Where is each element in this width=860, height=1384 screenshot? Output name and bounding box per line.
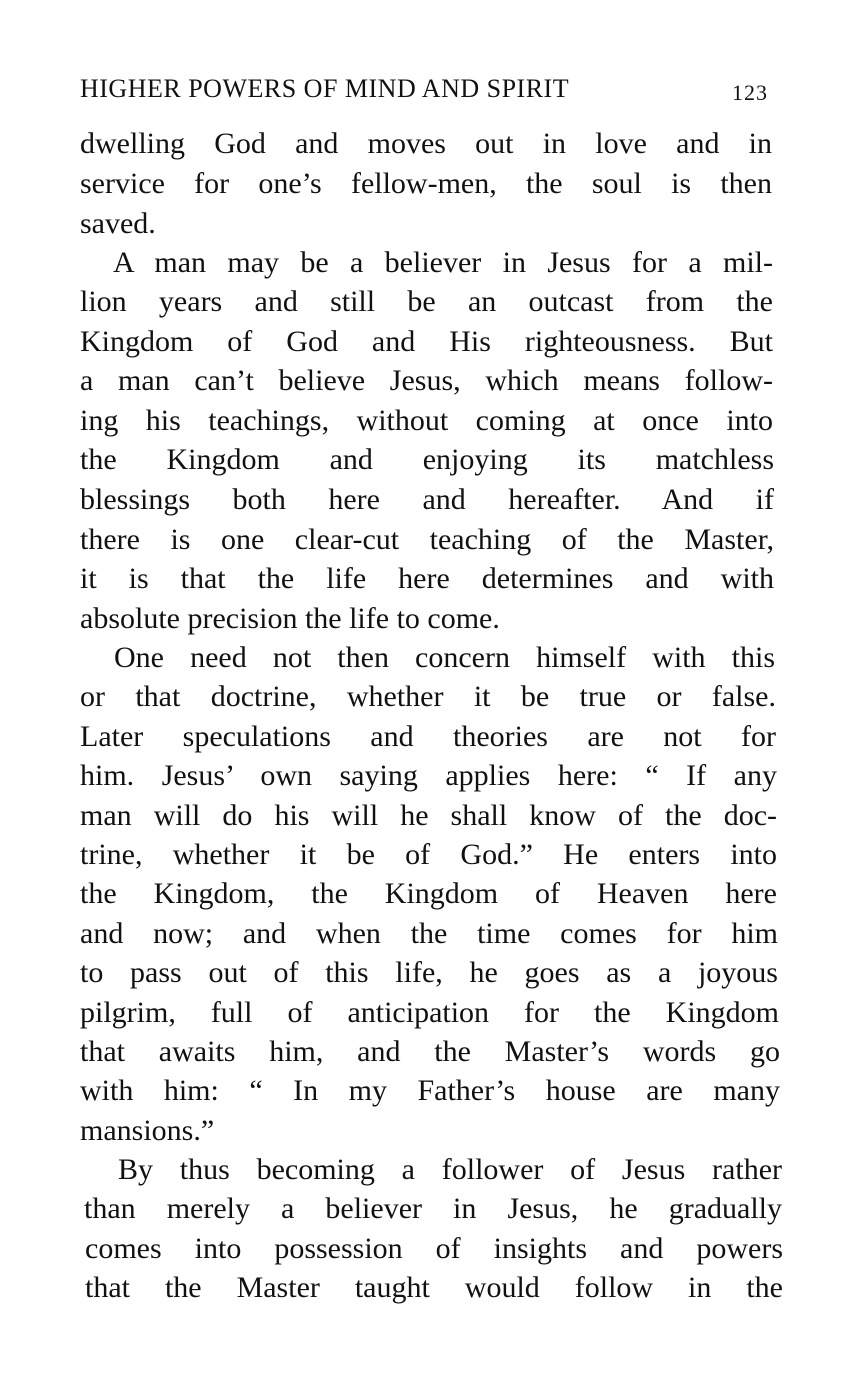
text-line: him. Jesus’ own saying applies here: “ If any bbox=[80, 759, 777, 792]
page-number: 123 bbox=[732, 80, 768, 105]
text-line: comes into possession of insights and powers bbox=[85, 1232, 783, 1265]
text-line: than merely a believer in Jesus, he gradually bbox=[84, 1192, 782, 1225]
text-line: mansions.” bbox=[80, 1114, 215, 1147]
text-line: pilgrim, full of anticipation for the Kingdom bbox=[80, 996, 779, 1029]
text-line: it is that the life here determines and with bbox=[80, 562, 774, 595]
running-head bbox=[80, 72, 780, 106]
text-line: to pass out of this life, he goes as a joyous bbox=[80, 956, 778, 989]
text-line: Later speculations and theories are not for bbox=[80, 720, 776, 753]
text-line: trine, whether it be of God.” He enters into bbox=[80, 838, 777, 871]
text-line: that awaits him, and the Master’s words go bbox=[80, 1035, 780, 1068]
text-line: absolute precision the life to come. bbox=[80, 602, 500, 635]
text-line: Kingdom of God and His righteousness. But bbox=[80, 325, 773, 358]
text-line: that the Master taught would follow in the bbox=[85, 1271, 783, 1304]
text-line: blessings both here and hereafter. And if bbox=[80, 483, 774, 516]
text-line: the Kingdom, the Kingdom of Heaven here bbox=[80, 877, 777, 910]
text-line: dwelling God and moves out in love and in bbox=[80, 127, 772, 160]
text-line: lion years and still be an outcast from the bbox=[80, 285, 773, 318]
text-line: a man can’t believe Jesus, which means follow- bbox=[80, 364, 773, 397]
text-line: A man may be a believer in Jesus for a mil- bbox=[113, 246, 773, 279]
text-line: and now; and when the time comes for him bbox=[80, 917, 778, 950]
text-line: the Kingdom and enjoying its matchless bbox=[80, 443, 774, 476]
text-line: service for one’s fellow-men, the soul is then bbox=[80, 167, 772, 200]
text-line: or that doctrine, whether it be true or false. bbox=[80, 680, 776, 713]
running-title: HIGHER POWERS OF MIND AND SPIRIT bbox=[80, 74, 570, 103]
text-line: One need not then concern himself with this bbox=[114, 641, 775, 674]
text-line: By thus becoming a follower of Jesus rather bbox=[118, 1153, 782, 1186]
text-line: with him: “ In my Father’s house are many bbox=[80, 1074, 780, 1107]
text-line: saved. bbox=[80, 207, 156, 240]
text-line: ing his teachings, without coming at once into bbox=[80, 404, 773, 437]
text-line: man will do his will he shall know of the doc- bbox=[80, 799, 777, 832]
text-line: there is one clear-cut teaching of the Master, bbox=[80, 523, 774, 556]
